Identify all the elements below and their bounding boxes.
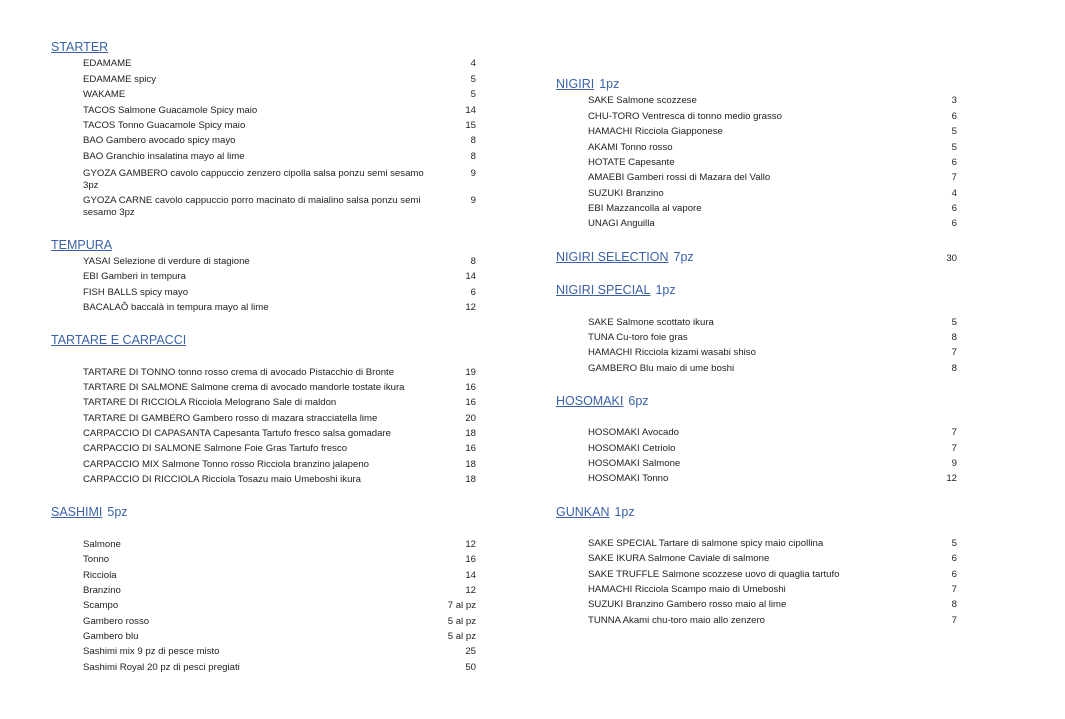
- item-name: Sashimi mix 9 pz di pesce misto: [83, 646, 220, 657]
- item-name: SAKE Salmone scozzese: [588, 95, 697, 106]
- section-portion: 1pz: [614, 505, 635, 519]
- section-portion: 6pz: [628, 394, 649, 408]
- item-name: SAKE TRUFFLE Salmone scozzese uovo di quaglia tartufo: [588, 569, 840, 580]
- item-price: 6: [951, 203, 957, 214]
- item-name: EDAMAME spicy: [83, 74, 157, 85]
- item-name: Branzino: [83, 585, 121, 596]
- item-name: BACALAÔ baccalà in tempura mayo al lime: [83, 302, 269, 313]
- item-price: 15: [465, 120, 476, 131]
- section-heading: [556, 505, 635, 519]
- item-price: 14: [465, 271, 476, 282]
- item-price: 12: [946, 473, 957, 484]
- section-title: STARTER: [51, 40, 109, 54]
- item-name: SUZUKI Branzino Gambero rosso maio al lime: [588, 599, 787, 610]
- item-price: 3: [951, 95, 957, 106]
- section-heading: [556, 283, 676, 297]
- item-price: 8: [951, 599, 957, 610]
- section-portion: 5pz: [107, 505, 128, 519]
- item-name: CHU-TORO Ventresca di tonno medio grasso: [588, 111, 782, 122]
- section-title: TARTARE E CARPACCI: [51, 333, 187, 347]
- item-name: SAKE Salmone scottato ikura: [588, 317, 714, 328]
- item-price: 30: [946, 253, 957, 264]
- section-heading: [556, 77, 619, 91]
- section-title: HOSOMAKI: [556, 394, 624, 408]
- item-name: AMAEBI Gamberi rossi di Mazara del Vallo: [588, 172, 771, 183]
- item-name: Gambero blu: [83, 631, 139, 642]
- item-price: 4: [470, 58, 476, 69]
- item-name: TARTARE DI TONNO tonno rosso crema di avocado Pistacchio di Bronte: [83, 367, 395, 378]
- item-price: 8: [951, 332, 957, 343]
- section-heading: [51, 238, 112, 252]
- item-name: HOSOMAKI Tonno: [588, 473, 669, 484]
- item-name: AKAMI Tonno rosso: [588, 142, 673, 153]
- item-name: Sashimi Royal 20 pz di pesci pregiati: [83, 662, 240, 673]
- item-price: 5: [951, 126, 957, 137]
- item-price: 5: [951, 317, 957, 328]
- item-name: Gambero rosso: [83, 616, 150, 627]
- item-price: 7: [951, 443, 957, 454]
- section-heading: [556, 394, 649, 408]
- item-name: HOSOMAKI Avocado: [588, 427, 680, 438]
- item-name: FISH BALLS spicy mayo: [83, 287, 189, 298]
- item-price: 16: [465, 443, 476, 454]
- item-price: 6: [470, 287, 476, 298]
- item-name: SAKE SPECIAL Tartare di salmone spicy maio cipollina: [588, 538, 824, 549]
- item-price: 8: [470, 135, 476, 146]
- item-name: EDAMAME: [83, 58, 132, 69]
- item-name: UNAGI Anguilla: [588, 218, 655, 229]
- item-price: 25: [465, 646, 476, 657]
- section-title: GUNKAN: [556, 505, 610, 519]
- item-price: 5 al pz: [447, 616, 476, 627]
- item-name: Tonno: [83, 554, 110, 565]
- item-price: 14: [465, 105, 476, 116]
- item-price: 14: [465, 570, 476, 581]
- item-price: 8: [951, 363, 957, 374]
- item-name: HOTATE Capesante: [588, 157, 675, 168]
- section-heading: [51, 505, 128, 519]
- section-title: TEMPURA: [51, 238, 113, 252]
- item-name: TUNNA Akami chu-toro maio allo zenzero: [588, 615, 766, 626]
- item-price: 9: [951, 458, 957, 469]
- item-price: 12: [465, 302, 476, 313]
- item-price: 50: [465, 662, 476, 673]
- item-name: GYOZA GAMBERO cavolo cappuccio zenzero cipolla salsa ponzu semi sesamo 3pz: [83, 168, 424, 191]
- section-title: NIGIRI: [556, 77, 595, 91]
- item-price: 5: [951, 142, 957, 153]
- item-price: 16: [465, 382, 476, 393]
- section-title: NIGIRI SELECTION: [556, 250, 669, 264]
- item-price: 12: [465, 585, 476, 596]
- item-name: EBI Mazzancolla al vapore: [588, 203, 702, 214]
- item-name: CARPACCIO MIX Salmone Tonno rosso Ricciola branzino jalapeno: [83, 459, 369, 470]
- item-name: TARTARE DI GAMBERO Gambero rosso di mazara stracciatella lime: [83, 413, 378, 424]
- item-name: CARPACCIO DI RICCIOLA Ricciola Tosazu maio Umeboshi ikura: [83, 474, 361, 485]
- item-price: 16: [465, 397, 476, 408]
- item-price: 18: [465, 474, 476, 485]
- item-price: 5 al pz: [447, 631, 476, 642]
- item-name: WAKAME: [83, 89, 126, 100]
- item-name: TACOS Tonno Guacamole Spicy maio: [83, 120, 246, 131]
- item-name: Scampo: [83, 600, 119, 611]
- item-name: SUZUKI Branzino: [588, 188, 664, 199]
- item-price: 7 al pz: [447, 600, 476, 611]
- item-price: 4: [951, 188, 957, 199]
- item-name: HOSOMAKI Cetriolo: [588, 443, 676, 454]
- item-name: HAMACHI Ricciola Scampo maio di Umeboshi: [588, 584, 786, 595]
- item-name: HOSOMAKI Salmone: [588, 458, 681, 469]
- item-name: CARPACCIO DI SALMONE Salmone Foie Gras Tartufo fresco: [83, 443, 348, 454]
- item-price: 9: [470, 168, 476, 179]
- item-price: 18: [465, 459, 476, 470]
- item-name: Ricciola: [83, 570, 117, 581]
- item-price: 7: [951, 615, 957, 626]
- item-name: TACOS Salmone Guacamole Spicy maio: [83, 105, 258, 116]
- item-price: 8: [470, 151, 476, 162]
- section-heading: [556, 250, 694, 264]
- item-price: 16: [465, 554, 476, 565]
- item-price: 6: [951, 569, 957, 580]
- item-price: 5: [470, 74, 476, 85]
- item-price: 5: [470, 89, 476, 100]
- item-price: 6: [951, 553, 957, 564]
- item-name: BAO Granchio insalatina mayo al lime: [83, 151, 245, 162]
- item-name: GYOZA CARNE cavolo cappuccio porro macinato di maialino salsa ponzu semi sesamo 3pz: [83, 195, 421, 218]
- item-price: 6: [951, 218, 957, 229]
- item-price: 18: [465, 428, 476, 439]
- item-name: GAMBERO Blu maio di ume boshi: [588, 363, 735, 374]
- item-price: 7: [951, 347, 957, 358]
- item-price: 6: [951, 157, 957, 168]
- section-portion: 1pz: [655, 283, 676, 297]
- item-name: SAKE IKURA Salmone Caviale di salmone: [588, 553, 770, 564]
- item-name: YASAI Selezione di verdure di stagione: [83, 256, 250, 267]
- item-price: 9: [470, 195, 476, 206]
- item-price: 8: [470, 256, 476, 267]
- item-name: HAMACHI Ricciola kizami wasabi shiso: [588, 347, 756, 358]
- section-title: SASHIMI: [51, 505, 103, 519]
- section-title: NIGIRI SPECIAL: [556, 283, 651, 297]
- section-portion: 1pz: [599, 77, 620, 91]
- item-price: 5: [951, 538, 957, 549]
- item-price: 7: [951, 584, 957, 595]
- item-name: TARTARE DI SALMONE Salmone crema di avocado mandorle tostate ikura: [83, 382, 405, 393]
- item-price: 12: [465, 539, 476, 550]
- item-name: CARPACCIO DI CAPASANTA Capesanta Tartufo fresco salsa gomadare: [83, 428, 392, 439]
- section-portion: 7pz: [673, 250, 694, 264]
- item-name: TARTARE DI RICCIOLA Ricciola Melograno Sale di maldon: [83, 397, 337, 408]
- item-name: Salmone: [83, 539, 121, 550]
- item-name: HAMACHI Ricciola Giapponese: [588, 126, 723, 137]
- item-price: 7: [951, 172, 957, 183]
- item-name: BAO Gambero avocado spicy mayo: [83, 135, 236, 146]
- item-price: 20: [465, 413, 476, 424]
- section-heading: [51, 40, 108, 54]
- item-price: 19: [465, 367, 476, 378]
- item-name: EBI Gamberi in tempura: [83, 271, 186, 282]
- section-heading: [51, 333, 186, 347]
- item-name: TUNA Cu-toro foie gras: [588, 332, 688, 343]
- item-price: 6: [951, 111, 957, 122]
- item-price: 7: [951, 427, 957, 438]
